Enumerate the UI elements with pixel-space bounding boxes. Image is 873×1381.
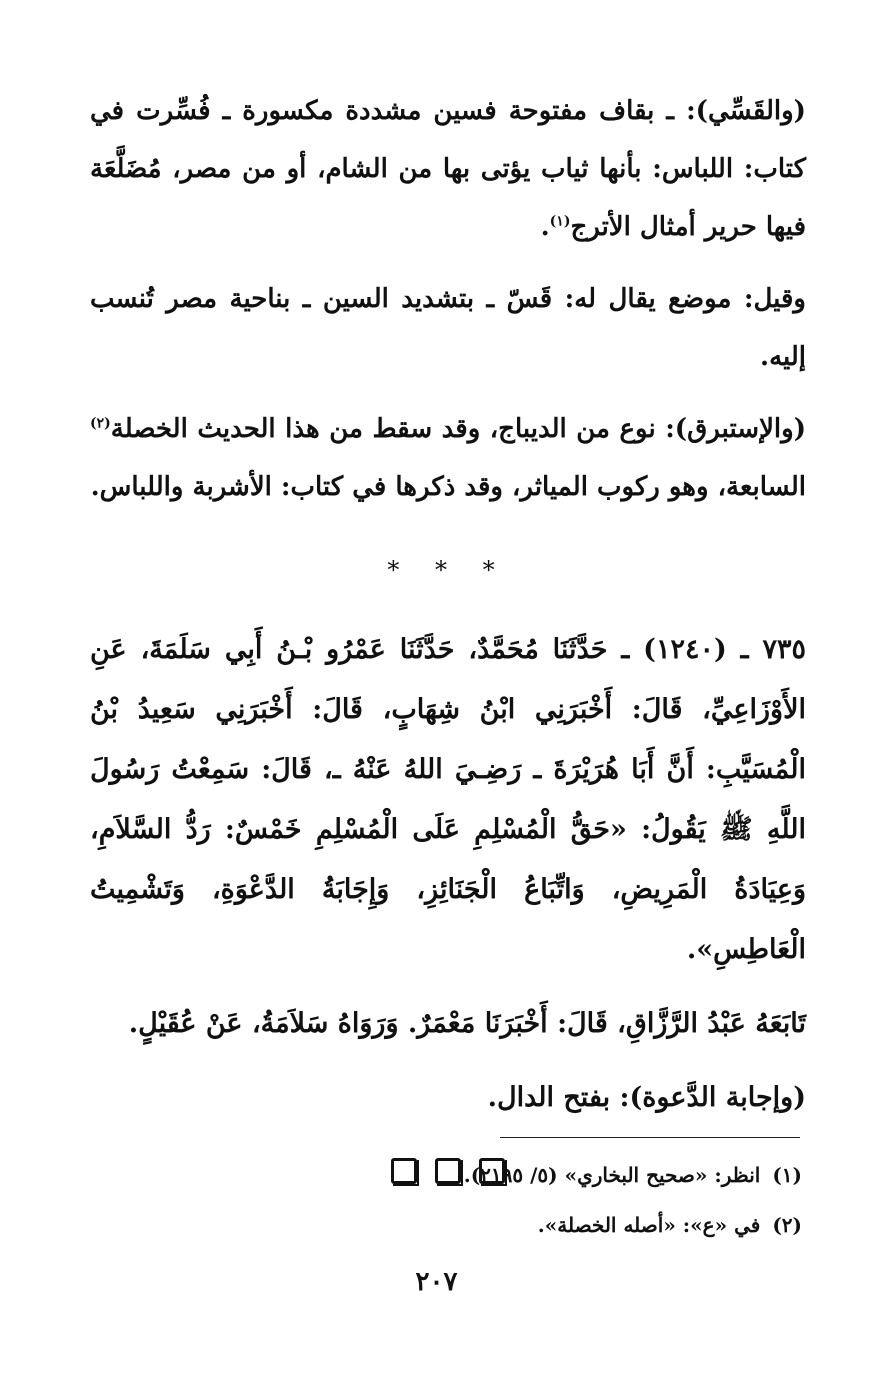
paragraph-qassi [90, 82, 806, 256]
paragraph-qassi-text: (والقَسِّي): ـ بقاف مفتوحة فسين مشددة مكسورة ـ فُسِّرت في كتاب: اللباس: بأنها ثياب يؤتى بها من الشام، أو من مصر، مُضَلَّعَة فيها حرير أمثال الأترج [90, 96, 806, 242]
footnote-2 [90, 1200, 802, 1250]
footnote-2-number: (٢) [772, 1213, 802, 1237]
hadith-note: (وإجابة الدَّعوة): بفتح الدال. [487, 1082, 806, 1113]
footnote-ref-1[interactable]: (١) [549, 213, 571, 230]
paragraph-qassi-end: . [540, 212, 550, 242]
footnotes [90, 1150, 802, 1250]
section-separator-stars: * * * [387, 556, 509, 584]
page-number: ٢٠٧ [415, 1267, 458, 1297]
footnote-2-text: في «ع»: «أصله الخصلة». [537, 1213, 761, 1237]
footnote-1 [90, 1150, 802, 1200]
paragraph-istabraq-end: السابعة، وهو ركوب المياثر، وقد ذكرها في كتاب: الأشربة واللباس. [90, 472, 806, 502]
page-body [90, 82, 806, 1184]
footnote-1-number: (١) [772, 1163, 802, 1187]
paragraph-qass-place: وقيل: موضع يقال له: قَسّ ـ بتشديد السين ـ بناحية مصر تُنسب إليه. [90, 284, 806, 372]
hadith-mutaba: تَابَعَهُ عَبْدُ الرَّزَّاقِ، قَالَ: أَخْبَرَنَا مَعْمَرٌ. وَرَوَاهُ سَلاَمَةُ، عَنْ عُقَيْلٍ. [128, 1008, 806, 1039]
footnote-ref-2[interactable]: (٢) [90, 415, 111, 432]
footnote-divider [500, 1137, 800, 1138]
paragraph-istabraq-start: (والإستبرق): نوع من الديباج، وقد سقط من هذا الحديث الخصلة [110, 414, 806, 444]
paragraph-istabraq [90, 400, 806, 516]
footnote-1-text: انظر: «صحيح البخاري» (٥/ ٢١٩٥). [463, 1163, 761, 1187]
hadith-735: ٧٣٥ ـ (١٢٤٠) ـ حَدَّثَنَا مُحَمَّدٌ، حَدَّثَنَا عَمْرُو بْـنُ أَبِي سَلَمَةَ، عَنِ الأَوْزَاعِيِّ، قَالَ: أَخْبَرَنِي ابْنُ شِهَابٍ، قَالَ: أَخْبَرَنِي سَعِيدُ بْنُ الْمُسَيَّبِ: أَنَّ أَبَا هُرَيْرَةَ ـ رَضِـيَ اللهُ عَنْهُ ـ، قَالَ: سَمِعْتُ رَسُولَ اللَّهِ ﷺ يَقُولُ: «حَقُّ الْمُسْلِمِ عَلَى الْمُسْلِمِ خَمْسٌ: رَدُّ السَّلاَمِ، وَعِيَادَةُ الْمَرِيضِ، وَاتِّبَاعُ الْجَنَائِزِ، وَإِجَابَةُ الدَّعْوَةِ، وَتَشْمِيتُ الْعَاطِسِ». [90, 634, 806, 965]
